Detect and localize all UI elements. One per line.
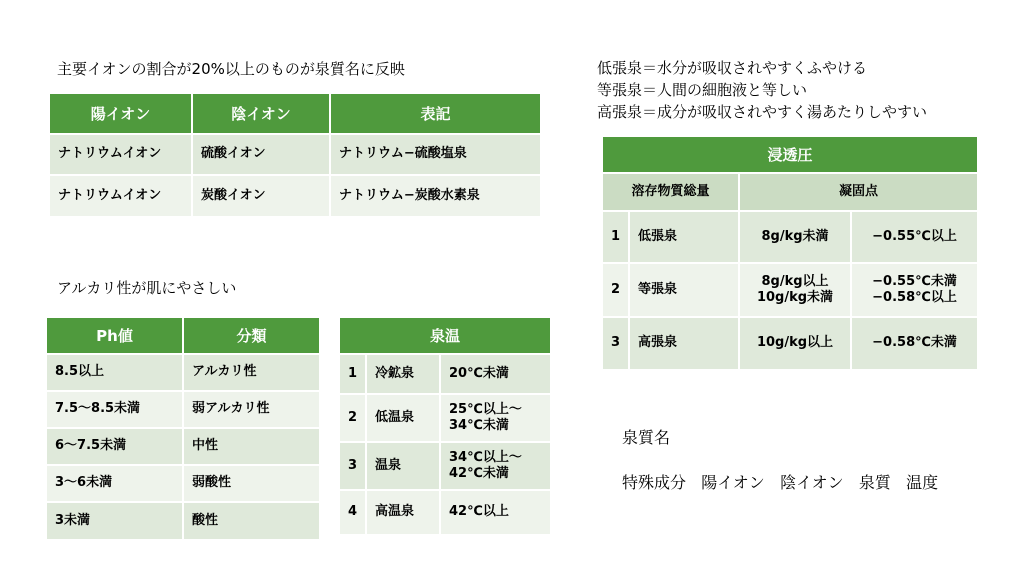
table-row	[603, 317, 977, 369]
cell: ナトリウム−炭酸水素泉	[330, 175, 540, 216]
cell: 中性	[183, 428, 319, 465]
note-isotonic: 等張泉＝人間の細胞液と等しい	[597, 81, 808, 99]
cell: 7.5〜8.5未満	[47, 391, 183, 428]
spring-name-title: 泉質名	[622, 428, 671, 447]
part-temperature: 温度	[906, 473, 939, 492]
row-number: 4	[340, 490, 366, 534]
cell: 炭酸イオン	[192, 175, 330, 216]
temperature-table	[340, 318, 550, 534]
table-row	[603, 263, 977, 317]
spring-name-parts	[622, 470, 938, 493]
row-number: 3	[340, 442, 366, 490]
table-row	[47, 354, 319, 391]
cell: 3〜6未満	[47, 465, 183, 502]
cell: 6〜7.5未満	[47, 428, 183, 465]
cell: ナトリウムイオン	[50, 134, 192, 175]
cell: 低温泉	[366, 394, 440, 442]
part-anion: 陰イオン	[780, 473, 844, 492]
tonicity-notes	[597, 57, 927, 123]
ph-table	[47, 318, 319, 539]
cell: 高温泉	[366, 490, 440, 534]
cell: 弱アルカリ性	[183, 391, 319, 428]
cell: 8g/kg以上 10g/kg未満	[739, 263, 851, 317]
table-row	[47, 502, 319, 539]
ph-header-class: 分類	[183, 318, 319, 354]
alkali-heading: アルカリ性が肌にやさしい	[57, 279, 237, 297]
table-row	[340, 490, 550, 534]
osmotic-header: 浸透圧	[603, 137, 977, 173]
temperature-header: 泉温	[340, 318, 550, 354]
cell: 20℃未満	[440, 354, 550, 394]
table-row	[50, 175, 540, 216]
ion-header-cation: 陽イオン	[50, 94, 192, 134]
cell: 酸性	[183, 502, 319, 539]
cell: 硫酸イオン	[192, 134, 330, 175]
table-row	[47, 428, 319, 465]
cell: ナトリウム−硫酸塩泉	[330, 134, 540, 175]
cell: 弱酸性	[183, 465, 319, 502]
cell: 42℃以上	[440, 490, 550, 534]
cell: 等張泉	[629, 263, 739, 317]
ion-heading: 主要イオンの割合が20%以上のものが泉質名に反映	[57, 60, 405, 78]
cell: 3未満	[47, 502, 183, 539]
cell: −0.58℃未満	[851, 317, 977, 369]
cell: 25℃以上〜 34℃未満	[440, 394, 550, 442]
table-row	[340, 442, 550, 490]
part-special-component: 特殊成分	[622, 473, 687, 492]
table-row	[50, 134, 540, 175]
table-row	[340, 394, 550, 442]
cell: 高張泉	[629, 317, 739, 369]
row-number: 1	[603, 211, 629, 263]
row-number: 1	[340, 354, 366, 394]
part-cation: 陽イオン	[701, 473, 765, 492]
subheader-dissolved: 溶存物質総量	[603, 173, 739, 211]
cell: 8g/kg未満	[739, 211, 851, 263]
table-row	[340, 354, 550, 394]
cell: 8.5以上	[47, 354, 183, 391]
cell: アルカリ性	[183, 354, 319, 391]
cell: 冷鉱泉	[366, 354, 440, 394]
cell: −0.55℃未満 −0.58℃以上	[851, 263, 977, 317]
part-spring-quality: 泉質	[858, 473, 891, 492]
osmotic-table	[603, 137, 977, 369]
cell: −0.55℃以上	[851, 211, 977, 263]
ion-header-notation: 表記	[330, 94, 540, 134]
row-number: 2	[340, 394, 366, 442]
subheader-freezing: 凝固点	[739, 173, 977, 211]
cell: 34℃以上〜 42℃未満	[440, 442, 550, 490]
row-number: 2	[603, 263, 629, 317]
cell: 10g/kg以上	[739, 317, 851, 369]
ion-header-anion: 陰イオン	[192, 94, 330, 134]
ph-header-value: Ph値	[47, 318, 183, 354]
subheader-row	[603, 173, 977, 211]
row-number: 3	[603, 317, 629, 369]
cell: ナトリウムイオン	[50, 175, 192, 216]
table-row	[47, 465, 319, 502]
note-hypotonic: 低張泉＝水分が吸収されやすくふやける	[597, 59, 868, 77]
cell: 低張泉	[629, 211, 739, 263]
table-row	[603, 211, 977, 263]
cell: 温泉	[366, 442, 440, 490]
note-hypertonic: 高張泉＝成分が吸収されやすく湯あたりしやすい	[597, 103, 928, 121]
table-row	[47, 391, 319, 428]
ion-table	[50, 94, 540, 216]
